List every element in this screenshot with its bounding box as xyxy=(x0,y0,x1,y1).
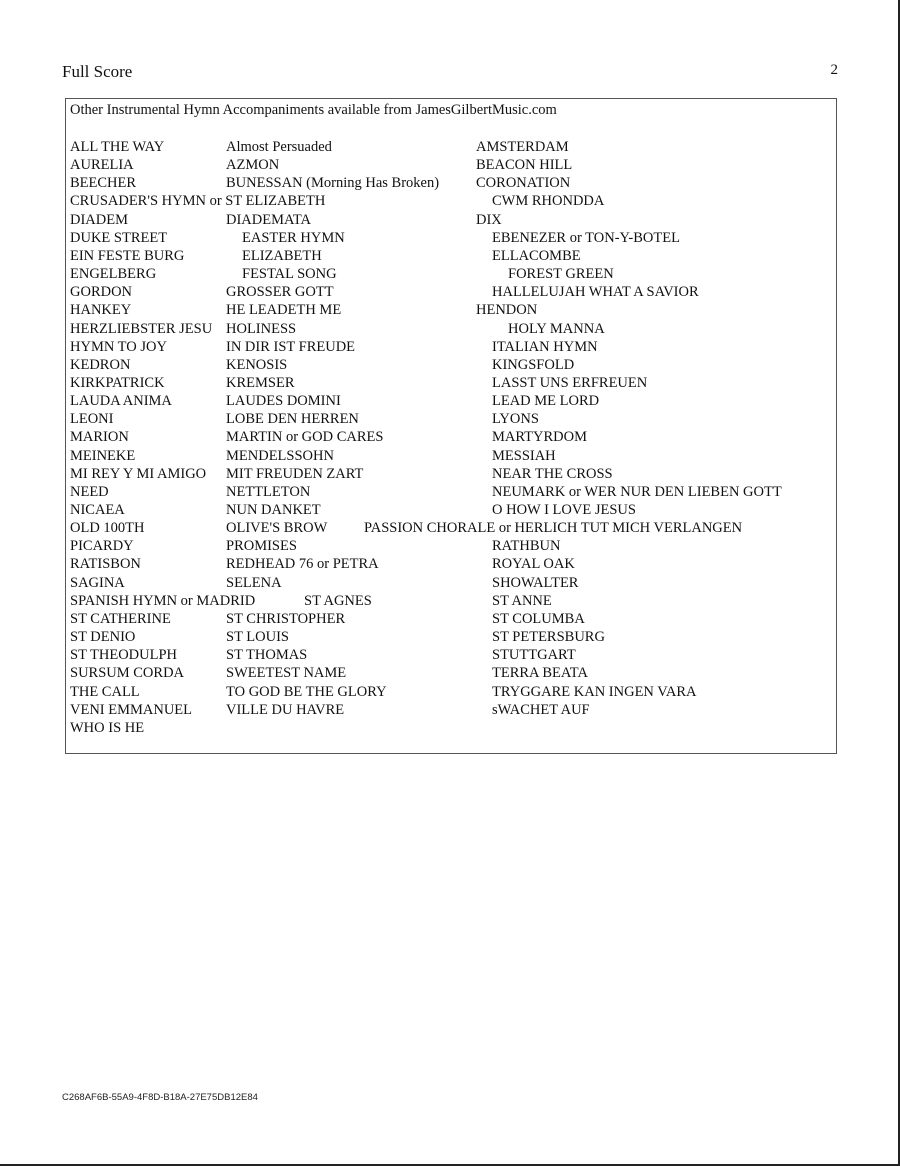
hymn-entry: BEACON HILL xyxy=(476,157,573,174)
hymn-entry: SURSUM CORDA xyxy=(70,665,185,682)
hymn-entry: LASST UNS ERFREUEN xyxy=(492,374,648,391)
hymn-entry: NEAR THE CROSS xyxy=(492,465,613,482)
hymn-entry: KEDRON xyxy=(70,356,131,373)
hymn-entry: GORDON xyxy=(70,284,133,301)
hymn-entry: PICARDY xyxy=(70,538,134,555)
hymn-entry: PROMISES xyxy=(226,538,297,555)
hymn-entry: ST CATHERINE xyxy=(70,610,171,627)
hymn-entry: LEAD ME LORD xyxy=(492,393,600,410)
hymn-entry: HOLINESS xyxy=(226,320,297,337)
hymn-entry: GROSSER GOTT xyxy=(226,284,334,301)
hymn-entry: VENI EMMANUEL xyxy=(70,701,193,718)
hymn-entry: KENOSIS xyxy=(226,356,288,373)
hymn-list-title: Other Instrumental Hymn Accompaniments available from JamesGilbertMusic.com xyxy=(70,102,557,118)
hymn-entry: sWACHET AUF xyxy=(492,701,590,718)
hymn-entry: ST CHRISTOPHER xyxy=(226,610,346,627)
hymn-entry: MARTIN or GOD CARES xyxy=(226,429,384,446)
page-number: 2 xyxy=(830,62,838,78)
hymn-entry: MENDELSSOHN xyxy=(226,447,334,464)
hymn-entry: SAGINA xyxy=(70,574,125,591)
hymn-entry: SELENA xyxy=(226,574,282,591)
hymn-entry: MARTYRDOM xyxy=(492,429,588,446)
hymn-entry: LEONI xyxy=(70,411,114,428)
hymn-entry: OLIVE'S BROW xyxy=(226,520,328,537)
hymn-entry: DIADEM xyxy=(70,211,128,228)
hymn-entry: ALL THE WAY xyxy=(70,139,165,155)
hymn-entry: OLD 100TH xyxy=(70,520,145,537)
hymn-entry: DIX xyxy=(476,211,502,228)
hymn-entry: RATHBUN xyxy=(492,538,561,555)
hymn-entry: ROYAL OAK xyxy=(492,556,575,573)
hymn-entry: ST PETERSBURG xyxy=(492,629,605,646)
hymn-entry: ELLACOMBE xyxy=(492,247,581,264)
hymn-entry: THE CALL xyxy=(70,683,140,700)
hymn-entry: ST ANNE xyxy=(492,592,552,609)
hymn-entry: TRYGGARE KAN INGEN VARA xyxy=(492,683,697,700)
hymn-entry: MEINEKE xyxy=(70,447,136,464)
hymn-entry: STUTTGART xyxy=(492,647,576,664)
hymn-entry: CORONATION xyxy=(476,175,571,192)
hymn-entry: AMSTERDAM xyxy=(476,139,569,155)
hymn-entry: VILLE DU HAVRE xyxy=(226,701,345,718)
hymn-entry: SPANISH HYMN or MADRID xyxy=(70,592,256,609)
hymn-entry: ELIZABETH xyxy=(242,247,322,264)
hymn-entry: ENGELBERG xyxy=(70,266,157,283)
hymn-entry: NEED xyxy=(70,483,109,500)
hymn-entry: MI REY Y MI AMIGO xyxy=(70,465,207,482)
hymn-entry: IN DIR IST FREUDE xyxy=(226,338,356,355)
hymn-entry: DUKE STREET xyxy=(70,229,168,246)
hymn-entry: MESSIAH xyxy=(492,447,556,464)
hymn-entry: SWEETEST NAME xyxy=(226,665,347,682)
hymn-entry: LOBE DEN HERREN xyxy=(226,411,359,428)
hymn-entry: SHOWALTER xyxy=(492,574,579,591)
hymn-entry: EASTER HYMN xyxy=(242,229,345,246)
hymn-list-box xyxy=(65,98,837,754)
hymn-entry: EBENEZER or TON-Y-BOTEL xyxy=(492,229,680,246)
hymn-entry: HALLELUJAH WHAT A SAVIOR xyxy=(492,284,699,301)
hymn-entry: HANKEY xyxy=(70,302,132,319)
hymn-entry: NICAEA xyxy=(70,502,125,518)
hymn-entry: ST LOUIS xyxy=(226,629,289,646)
hymn-entry: LAUDES DOMINI xyxy=(226,393,341,410)
hymn-entry: TO GOD BE THE GLORY xyxy=(226,683,387,700)
hymn-entry: TERRA BEATA xyxy=(492,665,588,682)
hymn-entry: MARION xyxy=(70,429,129,446)
hymn-entry: NUN DANKET xyxy=(226,502,321,518)
hymn-entry: HYMN TO JOY xyxy=(70,338,167,355)
hymn-entry: LAUDA ANIMA xyxy=(70,393,172,410)
hymn-entry: RATISBON xyxy=(70,556,141,573)
hymn-entry: ST THEODULPH xyxy=(70,647,178,664)
page-header-title: Full Score xyxy=(62,62,133,81)
hymn-entry: KINGSFOLD xyxy=(492,356,575,373)
hymn-entry: HERZLIEBSTER JESU xyxy=(70,320,213,337)
hymn-entry: ITALIAN HYMN xyxy=(492,338,598,355)
hymn-entry: FOREST GREEN xyxy=(508,266,614,283)
hymn-entry: ST THOMAS xyxy=(226,647,308,664)
hymn-entry: HENDON xyxy=(476,302,538,319)
hymn-entry: PASSION CHORALE or HERLICH TUT MICH VERLANGEN xyxy=(364,520,743,537)
hymn-entry: EIN FESTE BURG xyxy=(70,247,185,264)
hymn-entry: NEUMARK or WER NUR DEN LIEBEN GOTT xyxy=(492,483,782,500)
hymn-entry: LYONS xyxy=(492,411,539,428)
hymn-entry: ST COLUMBA xyxy=(492,610,585,627)
hymn-entry: NETTLETON xyxy=(226,483,311,500)
hymn-entry: AURELIA xyxy=(70,157,134,174)
hymn-entry: Almost Persuaded xyxy=(226,139,332,155)
hymn-entry: ST AGNES xyxy=(304,592,372,609)
hymn-entry: BUNESSAN (Morning Has Broken) xyxy=(226,175,440,192)
document-id: C268AF6B-55A9-4F8D-B18A-27E75DB12E84 xyxy=(62,1092,258,1103)
hymn-entry: AZMON xyxy=(226,157,280,174)
hymn-entry: WHO IS HE xyxy=(70,719,145,736)
hymn-entry: BEECHER xyxy=(70,175,137,192)
hymn-entry: KREMSER xyxy=(226,374,295,391)
hymn-entry: O HOW I LOVE JESUS xyxy=(492,502,636,518)
hymn-entry: KIRKPATRICK xyxy=(70,374,165,391)
hymn-entry: FESTAL SONG xyxy=(242,266,337,283)
hymn-entry: HE LEADETH ME xyxy=(226,302,342,319)
hymn-entry: MIT FREUDEN ZART xyxy=(226,465,364,482)
hymn-entry: REDHEAD 76 or PETRA xyxy=(226,556,379,573)
hymn-entry: ST DENIO xyxy=(70,629,136,646)
hymn-entry: DIADEMATA xyxy=(226,211,312,228)
hymn-entry: HOLY MANNA xyxy=(508,320,605,337)
hymn-entry: CWM RHONDDA xyxy=(492,193,605,210)
hymn-entry: CRUSADER'S HYMN or ST ELIZABETH xyxy=(70,193,326,210)
